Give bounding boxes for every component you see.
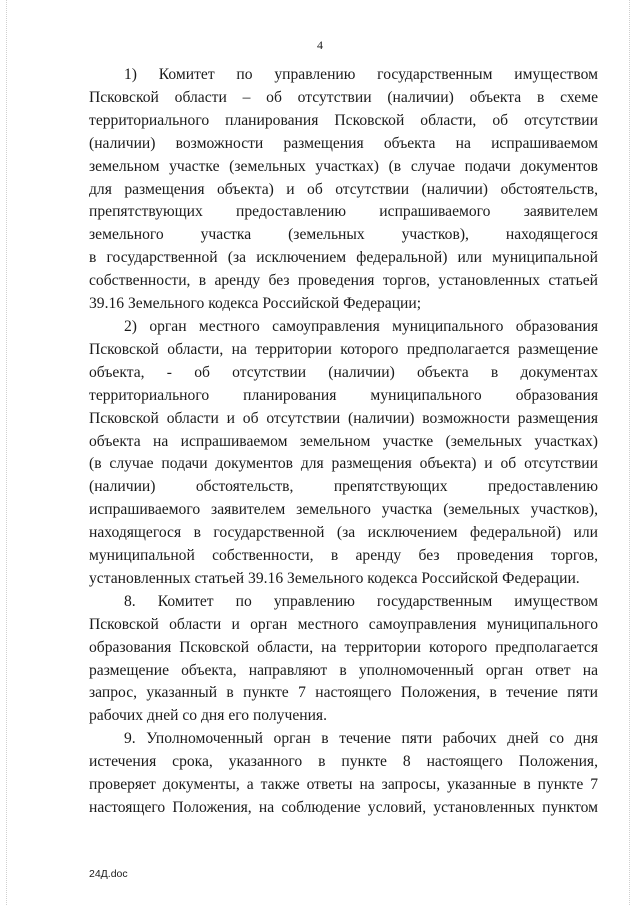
document-line: (наличии) возможности размещения объекта на испрашиваемом	[89, 134, 598, 152]
footer-filename: 24Д.doc	[89, 868, 128, 880]
document-line: настоящего Положения, на соблюдение условий, установленных пунктом	[89, 799, 598, 816]
document-line: 9. Уполномоченный орган в течение пяти рабочих дней со дня	[124, 730, 598, 748]
document-line: (наличии) обстоятельств, препятствующих предоставлению	[89, 478, 598, 496]
document-line: территориального планирования Псковской области, об отсутствии	[89, 111, 598, 129]
document-line: Псковской области, на территории которого предполагается размещение	[89, 340, 598, 358]
document-line: 8. Комитет по управлению государственным имуществом	[124, 592, 598, 610]
document-line: Псковской области и орган местного самоуправления муниципального	[89, 615, 598, 633]
document-body	[89, 64, 598, 820]
document-line: земельного участка (земельных участков), находящегося	[89, 226, 598, 244]
document-line: Псковской области и об отсутствии (наличии) возможности размещения	[89, 409, 598, 427]
document-line: образования Псковской области, на территории которого предполагается	[89, 638, 598, 656]
document-line: запрос, указанный в пункте 7 настоящего Положения, в течение пяти	[89, 684, 598, 702]
document-line: в государственной (за исключением федеральной) или муниципальной	[89, 249, 598, 267]
document-line: установленных статьей 39.16 Земельного кодекса Российской Федерации.	[89, 569, 580, 587]
document-line: рабочих дней со дня его получения.	[89, 707, 328, 725]
document-line: находящегося в государственной (за исключением федеральной) или	[89, 524, 598, 542]
document-line: истечения срока, указанного в пункте 8 настоящего Положения,	[89, 753, 598, 771]
document-line: испрашиваемого заявителем земельного участка (земельных участков),	[89, 501, 598, 519]
document-line: собственности, в аренду без проведения торгов, установленных статьей	[89, 272, 598, 290]
document-line: 39.16 Земельного кодекса Российской Федерации;	[89, 295, 422, 313]
document-line: земельном участке (земельных участках) (в случае подачи документов	[89, 157, 598, 175]
document-line: территориального планирования муниципального образования	[89, 386, 598, 404]
document-line: муниципальной собственности, в аренду без проведения торгов,	[89, 547, 598, 565]
document-line: объекта, - об отсутствии (наличии) объекта в документах	[89, 363, 598, 381]
document-line: размещение объекта, направляют в уполномоченный орган ответ на	[89, 661, 598, 679]
page-number: 4	[317, 38, 323, 52]
document-line: 2) орган местного самоуправления муниципального образования	[124, 317, 598, 335]
scan-edge-left	[6, 0, 8, 905]
document-line: (в случае подачи документов для размещения объекта) и об отсутствии	[89, 455, 598, 473]
document-line: для размещения объекта) и об отсутствии (наличии) обстоятельств,	[89, 180, 598, 198]
scan-edge-right	[629, 0, 631, 905]
document-line: Псковской области – об отсутствии (наличии) объекта в схеме	[89, 88, 598, 106]
document-line: объекта на испрашиваемом земельном участке (земельных участках)	[89, 432, 598, 450]
document-line: проверяет документы, а также ответы на запросы, указанные в пункте 7	[89, 776, 598, 794]
document-line: препятствующих предоставлению испрашиваемого заявителем	[89, 203, 598, 221]
document-line: 1) Комитет по управлению государственным имуществом	[124, 66, 598, 83]
